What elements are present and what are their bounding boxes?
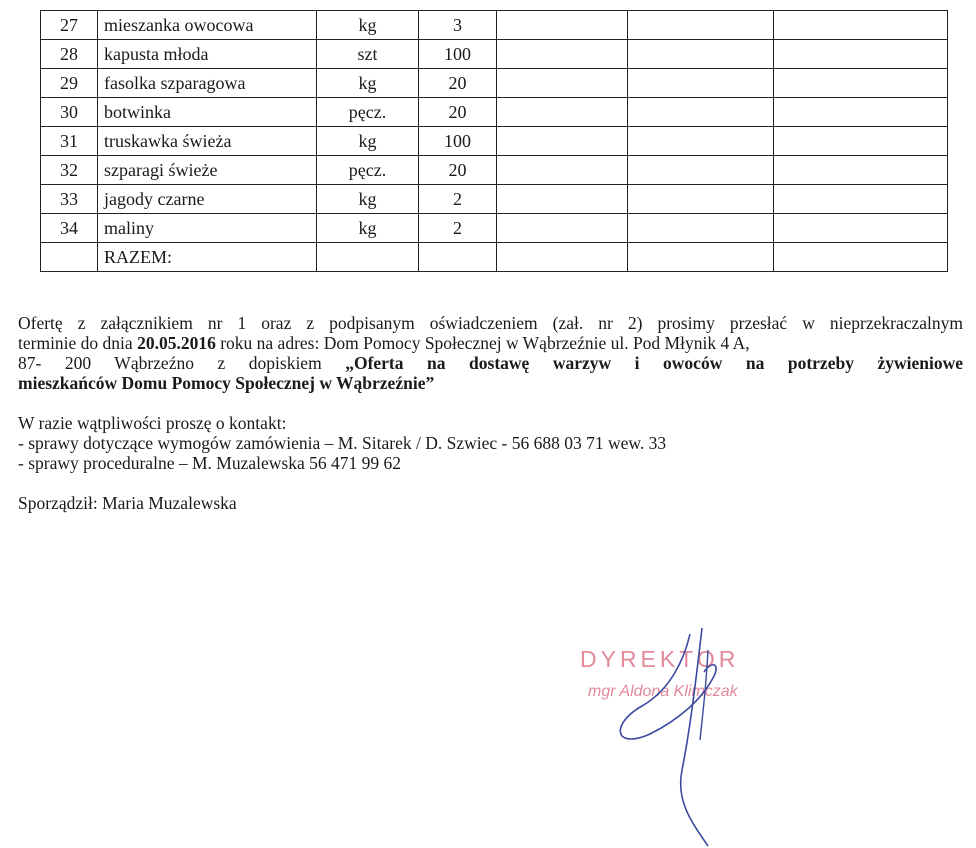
offer-address: roku na adres: Dom Pomocy Społecznej w Wąbrzeźnie ul. Pod Młynik 4 A, xyxy=(215,333,750,353)
quantity-cell: 20 xyxy=(419,98,497,127)
product-name: truskawka świeża xyxy=(98,127,317,156)
contact-line-2: - sprawy proceduralne – M. Muzalewska 56 471 99 62 xyxy=(18,453,401,473)
table-row xyxy=(41,214,948,243)
row-number: 32 xyxy=(41,156,98,185)
offer-subject-cont: mieszkańców Domu Pomocy Społecznej w Wąbrzeźnie” xyxy=(18,373,435,393)
product-name: fasolka szparagowa xyxy=(98,69,317,98)
unit-cell: kg xyxy=(317,11,419,40)
unit-cell: kg xyxy=(317,214,419,243)
unit-cell: szt xyxy=(317,40,419,69)
signature-stroke xyxy=(681,628,708,846)
total-empty-cell xyxy=(774,243,948,272)
contact-intro: W razie wątpliwości proszę o kontakt: xyxy=(18,413,287,433)
product-name: mieszanka owocowa xyxy=(98,11,317,40)
empty-cell xyxy=(628,156,774,185)
total-no-cell xyxy=(41,243,98,272)
table-total-row xyxy=(41,243,948,272)
empty-cell xyxy=(774,11,948,40)
empty-cell xyxy=(497,156,628,185)
stamp-name: mgr Aldona Klimczak xyxy=(588,683,738,700)
prepared-by: Sporządził: Maria Muzalewska xyxy=(18,493,237,513)
row-number: 34 xyxy=(41,214,98,243)
quantity-cell: 2 xyxy=(419,214,497,243)
offer-line-2 xyxy=(18,333,963,353)
empty-cell xyxy=(628,40,774,69)
offer-subject: „Oferta na dostawę warzyw i owoców na potrzeby żywieniowe xyxy=(345,353,963,373)
empty-cell xyxy=(497,214,628,243)
empty-cell xyxy=(497,127,628,156)
quantity-cell: 3 xyxy=(419,11,497,40)
row-number: 31 xyxy=(41,127,98,156)
empty-cell xyxy=(774,214,948,243)
document-body xyxy=(18,313,963,513)
product-name: botwinka xyxy=(98,98,317,127)
items-table xyxy=(40,10,948,272)
quantity-cell: 20 xyxy=(419,156,497,185)
table-row xyxy=(41,127,948,156)
empty-cell xyxy=(628,127,774,156)
table-row xyxy=(41,69,948,98)
empty-cell xyxy=(497,40,628,69)
total-empty-cell xyxy=(419,243,497,272)
stamp-title: DYREKTOR xyxy=(580,646,740,672)
table-row xyxy=(41,185,948,214)
offer-line-4 xyxy=(18,373,963,393)
table-row xyxy=(41,156,948,185)
offer-line-3 xyxy=(18,353,963,373)
empty-cell xyxy=(774,40,948,69)
unit-cell: pęcz. xyxy=(317,156,419,185)
table-row xyxy=(41,11,948,40)
unit-cell: pęcz. xyxy=(317,98,419,127)
empty-cell xyxy=(774,98,948,127)
empty-cell xyxy=(774,69,948,98)
empty-cell xyxy=(628,11,774,40)
empty-cell xyxy=(628,69,774,98)
empty-cell xyxy=(497,69,628,98)
empty-cell xyxy=(774,185,948,214)
contact-line-1: - sprawy dotyczące wymogów zamówienia – M. Sitarek / D. Szwiec - 56 688 03 71 wew. 33 xyxy=(18,433,667,453)
quantity-cell: 100 xyxy=(419,127,497,156)
empty-cell xyxy=(497,11,628,40)
empty-cell xyxy=(774,156,948,185)
offer-line-1: Ofertę z załącznikiem nr 1 oraz z podpisanym oświadczeniem (zał. nr 2) prosimy przesłać w nieprzekraczalnym xyxy=(18,313,963,333)
handwritten-signature xyxy=(590,620,750,848)
row-number: 27 xyxy=(41,11,98,40)
total-label: RAZEM: xyxy=(98,243,317,272)
quantity-cell: 2 xyxy=(419,185,497,214)
offer-text: terminie do dnia xyxy=(18,333,138,353)
empty-cell xyxy=(628,98,774,127)
table-row xyxy=(41,40,948,69)
total-empty-cell xyxy=(497,243,628,272)
total-empty-cell xyxy=(628,243,774,272)
row-number: 30 xyxy=(41,98,98,127)
product-name: jagody czarne xyxy=(98,185,317,214)
empty-cell xyxy=(497,185,628,214)
row-number: 33 xyxy=(41,185,98,214)
unit-cell: kg xyxy=(317,127,419,156)
quantity-cell: 100 xyxy=(419,40,497,69)
unit-cell: kg xyxy=(317,185,419,214)
table-row xyxy=(41,98,948,127)
product-name: kapusta młoda xyxy=(98,40,317,69)
product-name: maliny xyxy=(98,214,317,243)
empty-cell xyxy=(628,214,774,243)
empty-cell xyxy=(497,98,628,127)
empty-cell xyxy=(774,127,948,156)
quantity-cell: 20 xyxy=(419,69,497,98)
deadline-date: 20.05.2016 xyxy=(137,333,216,353)
row-number: 29 xyxy=(41,69,98,98)
total-empty-cell xyxy=(317,243,419,272)
product-name: szparagi świeże xyxy=(98,156,317,185)
row-number: 28 xyxy=(41,40,98,69)
offer-text: 87- 200 Wąbrzeźno z dopiskiem xyxy=(18,353,346,373)
unit-cell: kg xyxy=(317,69,419,98)
items-table-body xyxy=(41,11,948,243)
empty-cell xyxy=(628,185,774,214)
